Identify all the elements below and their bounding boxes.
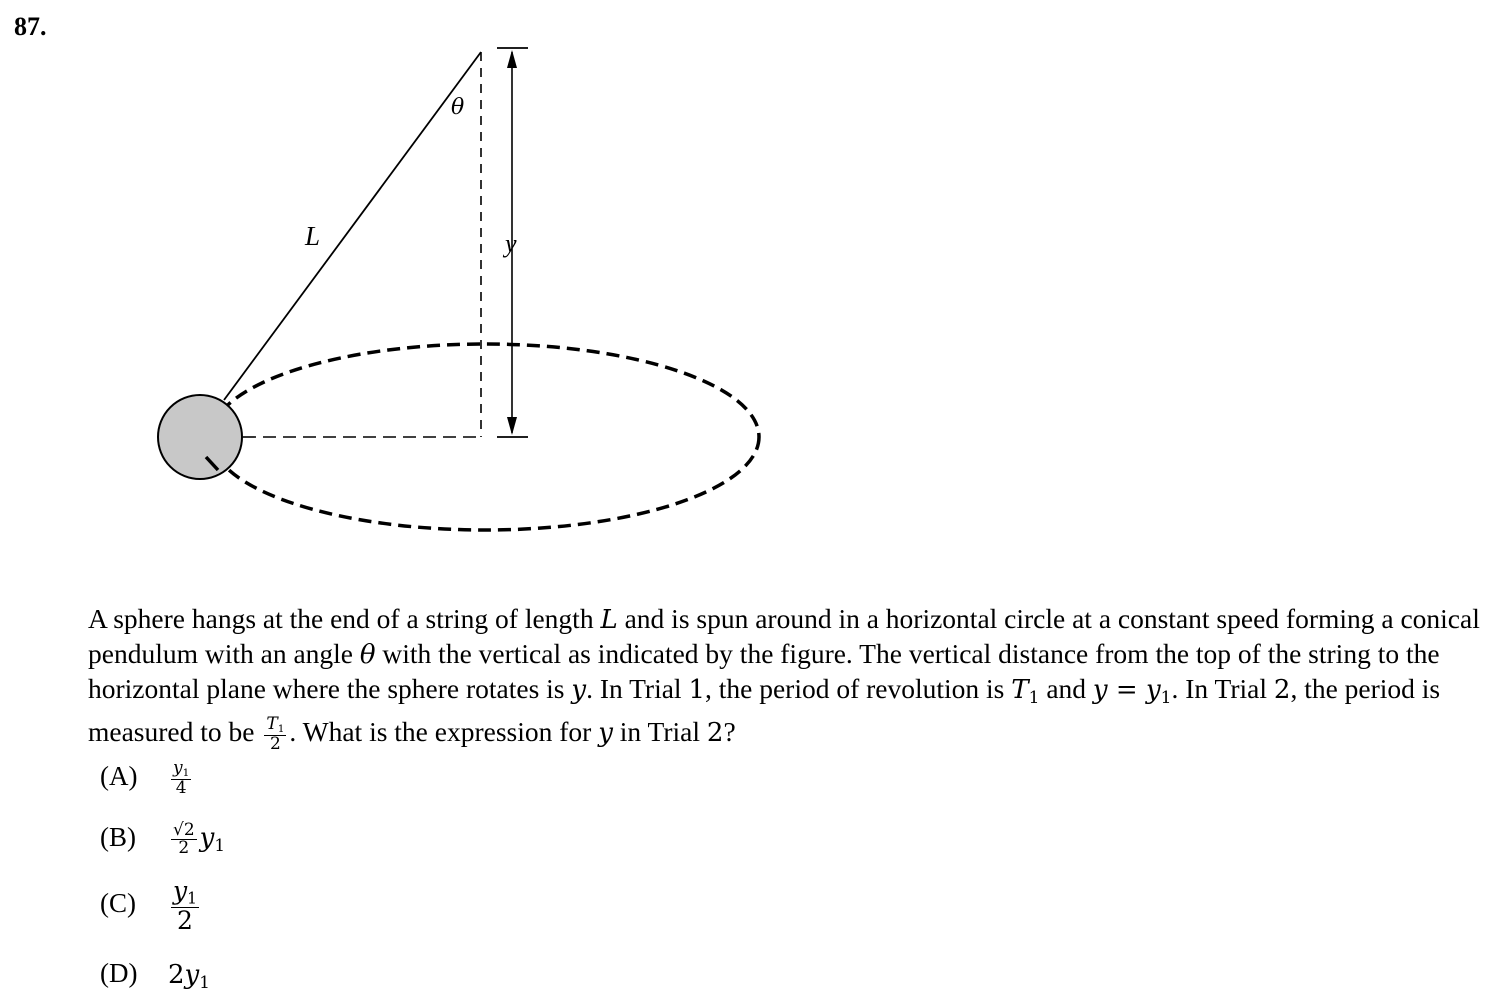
label-L: L <box>305 221 321 251</box>
question-number: 87. <box>14 12 47 41</box>
choice-a-expression: $\frac{y_1}{4}$ <box>173 758 190 798</box>
question-stem: A sphere hangs at the end of a string of length L and is spun around in a horizontal circle at a constant speed forming a conical pendulum with an angle θ with the vertical as indicated by the figure. The vertical distance from the top of the string to the horizontal plane where the sphere rotates is y. In Trial 1, the period of revolution is $T_1$ and $y = y_1$. In Trial 2, the period is measured to be $\frac{T_1}{2}$ . What is the expression for y in Trial 2? <box>88 603 1480 755</box>
choice-d[interactable] <box>100 958 210 992</box>
var-theta: θ <box>359 640 376 670</box>
choice-b-expression: $\frac{√2}{2}$ $y_1$ <box>173 820 226 859</box>
choice-d-expression: $2y_1$ <box>168 960 210 993</box>
choice-a[interactable] <box>100 760 194 797</box>
choice-b-letter: (B) <box>100 822 136 852</box>
choice-c-letter: (C) <box>100 887 136 918</box>
height-arrowhead-down <box>507 417 517 435</box>
height-arrowhead-up <box>507 50 517 68</box>
choice-c[interactable] <box>100 876 202 936</box>
choice-d-letter: (D) <box>100 958 138 988</box>
sphere <box>158 395 242 479</box>
label-theta: θ <box>451 95 465 120</box>
conical-pendulum-figure <box>0 0 800 560</box>
var-T1: T <box>1011 675 1029 705</box>
choice-b[interactable] <box>100 822 225 857</box>
choice-a-letter: (A) <box>100 760 138 791</box>
var-y: y <box>571 675 587 705</box>
var-L: L <box>600 605 618 635</box>
label-y: y <box>505 229 517 258</box>
choice-c-expression: $\frac{y_1}{2}$ <box>173 876 197 936</box>
fraction-T1-over-2: $\frac{T_1}{2}$ <box>266 714 285 755</box>
string <box>224 52 481 400</box>
